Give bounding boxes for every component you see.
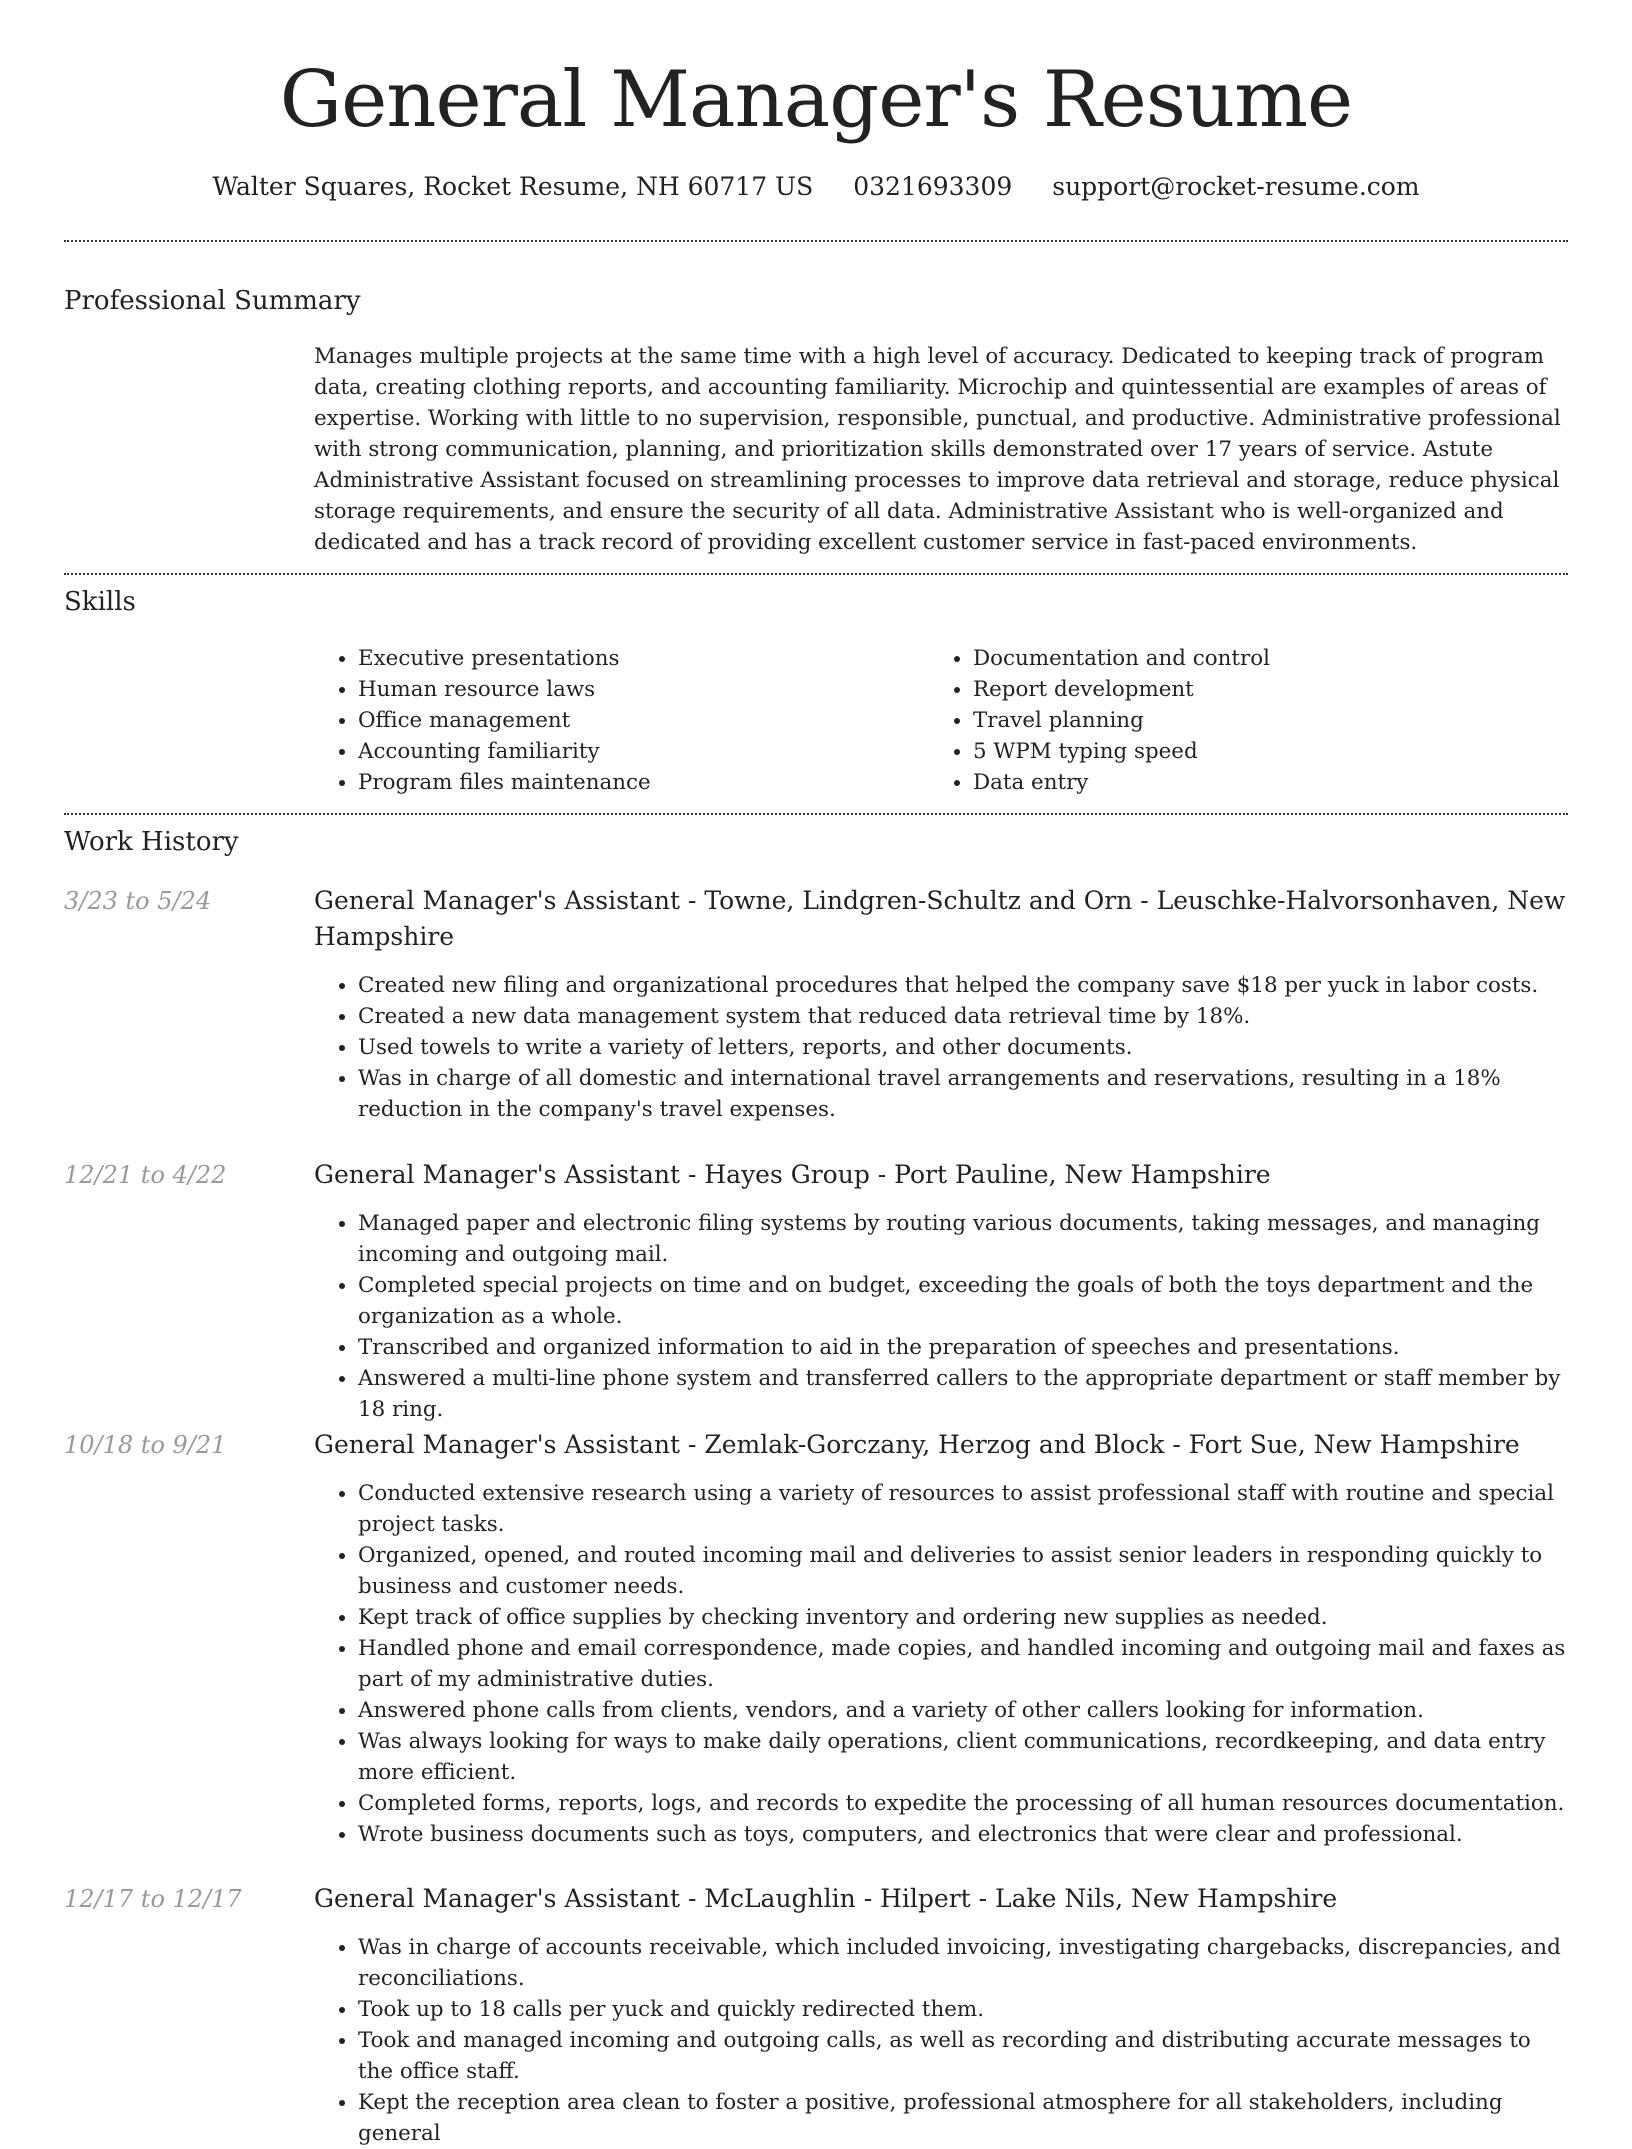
- job-bullets: [314, 1478, 1568, 1850]
- contact-phone: 0321693309: [853, 172, 1013, 201]
- contact-address: Walter Squares, Rocket Resume, NH 60717 US: [212, 172, 814, 201]
- job-bullets: [314, 1208, 1568, 1425]
- resume-title: General Manager's Resume: [279, 55, 1353, 145]
- job-dates: 3/23 to 5/24: [64, 887, 212, 915]
- skills-list-left: [314, 643, 651, 798]
- list-item: • Transcribed and organized information to aid in the preparation of speeches and presentations.: [358, 1332, 1568, 1363]
- list-item: • Completed forms, reports, logs, and records to expedite the processing of all human resources documentation.: [358, 1788, 1568, 1819]
- job-heading: [314, 883, 1568, 955]
- list-item: • Managed paper and electronic filing systems by routing various documents, taking messages, and managing incoming and outgoing mail.: [358, 1208, 1568, 1270]
- divider: [64, 240, 1568, 242]
- list-item: • Completed special projects on time and on budget, exceeding the goals of both the toys department and the organization as a whole.: [358, 1270, 1568, 1332]
- job-dates: 12/21 to 4/22: [64, 1161, 227, 1189]
- section-heading-work: Work History: [64, 827, 239, 857]
- job-dates: 10/18 to 9/21: [64, 1431, 227, 1459]
- job-heading: [314, 1427, 1568, 1463]
- skill-item: • Executive presentations: [358, 643, 651, 674]
- list-item: • Was in charge of accounts receivable, which included invoicing, investigating chargebacks, discrepancies, and reconciliations.: [358, 1932, 1568, 1994]
- job-details: - Zemlak-Gorczany, Herzog and Block - Fort Sue, New Hampshire: [680, 1430, 1520, 1459]
- job-bullets: [314, 970, 1568, 1125]
- job-dates: 12/17 to 12/17: [64, 1885, 242, 1913]
- list-item: • Kept the reception area clean to foster a positive, professional atmosphere for all stakeholders, including general: [358, 2087, 1568, 2149]
- divider: [64, 573, 1568, 575]
- summary-text: Manages multiple projects at the same time with a high level of accuracy. Dedicated to keeping track of program data, creating clothing reports, and accounting familiarity. Microchip and quintessential are examples of areas of expertise. Working with little to no supervision, responsible, punctual, and productive. Administrative professional with strong communication, planning, and prioritization skills demonstrated over 17 years of service. Astute Administrative Assistant focused on streamlining processes to improve data retrieval and storage, reduce physical storage requirements, and ensure the security of all data. Administrative Assistant who is well-organized and dedicated and has a track record of providing excellent customer service in fast-paced environments.: [314, 344, 1561, 555]
- job-title: General Manager's Assistant: [314, 1430, 681, 1459]
- job-details: - Hayes Group - Port Pauline, New Hampshire: [680, 1160, 1271, 1189]
- list-item: • Conducted extensive research using a variety of resources to assist professional staff with routine and special project tasks.: [358, 1478, 1568, 1540]
- job-title: General Manager's Assistant: [314, 1884, 681, 1913]
- job-title: General Manager's Assistant: [314, 1160, 681, 1189]
- list-item: • Was always looking for ways to make daily operations, client communications, recordkeeping, and data entry more efficient.: [358, 1726, 1568, 1788]
- list-item: • Created a new data management system that reduced data retrieval time by 18%.: [358, 1001, 1568, 1032]
- list-item: • Took and managed incoming and outgoing calls, as well as recording and distributing accurate messages to the office staff.: [358, 2025, 1568, 2087]
- list-item: • Used towels to write a variety of letters, reports, and other documents.: [358, 1032, 1568, 1063]
- job-heading: [314, 1157, 1568, 1193]
- divider: [64, 813, 1568, 815]
- list-item: • Organized, opened, and routed incoming mail and deliveries to assist senior leaders in responding quickly to business and customer needs.: [358, 1540, 1568, 1602]
- skill-item: • 5 WPM typing speed: [973, 736, 1270, 767]
- list-item: • Wrote business documents such as toys, computers, and electronics that were clear and professional.: [358, 1819, 1568, 1850]
- skill-item: • Data entry: [973, 767, 1270, 798]
- list-item: • Kept track of office supplies by checking inventory and ordering new supplies as needed.: [358, 1602, 1568, 1633]
- contact-line: [0, 170, 1632, 204]
- contact-email: support@rocket-resume.com: [1052, 172, 1420, 201]
- job-details: - Towne, Lindgren-Schultz and Orn - Leuschke-Halvorsonhaven, New Hampshire: [314, 886, 1566, 951]
- skill-item: • Accounting familiarity: [358, 736, 651, 767]
- list-item: • Took up to 18 calls per yuck and quickly redirected them.: [358, 1994, 1568, 2025]
- list-item: • Answered phone calls from clients, vendors, and a variety of other callers looking for information.: [358, 1695, 1568, 1726]
- skill-item: • Travel planning: [973, 705, 1270, 736]
- section-heading-summary: Professional Summary: [64, 286, 361, 316]
- section-heading-skills: Skills: [64, 587, 136, 617]
- list-item: • Handled phone and email correspondence, made copies, and handled incoming and outgoing mail and faxes as part of my administrative duties.: [358, 1633, 1568, 1695]
- skill-item: • Human resource laws: [358, 674, 651, 705]
- skills-list-right: [929, 643, 1270, 798]
- skill-item: • Report development: [973, 674, 1270, 705]
- skill-item: • Documentation and control: [973, 643, 1270, 674]
- skill-item: • Program files maintenance: [358, 767, 651, 798]
- job-bullets: [314, 1932, 1568, 2149]
- list-item: • Created new filing and organizational procedures that helped the company save $18 per yuck in labor costs.: [358, 970, 1568, 1001]
- list-item: • Answered a multi-line phone system and transferred callers to the appropriate department or staff member by 18 ring.: [358, 1363, 1568, 1425]
- skill-item: • Office management: [358, 705, 651, 736]
- list-item: • Was in charge of all domestic and international travel arrangements and reservations, resulting in a 18% reduction in the company's travel expenses.: [358, 1063, 1568, 1125]
- job-details: - McLaughlin - Hilpert - Lake Nils, New Hampshire: [680, 1884, 1338, 1913]
- job-title: General Manager's Assistant: [314, 886, 681, 915]
- job-heading: [314, 1881, 1568, 1917]
